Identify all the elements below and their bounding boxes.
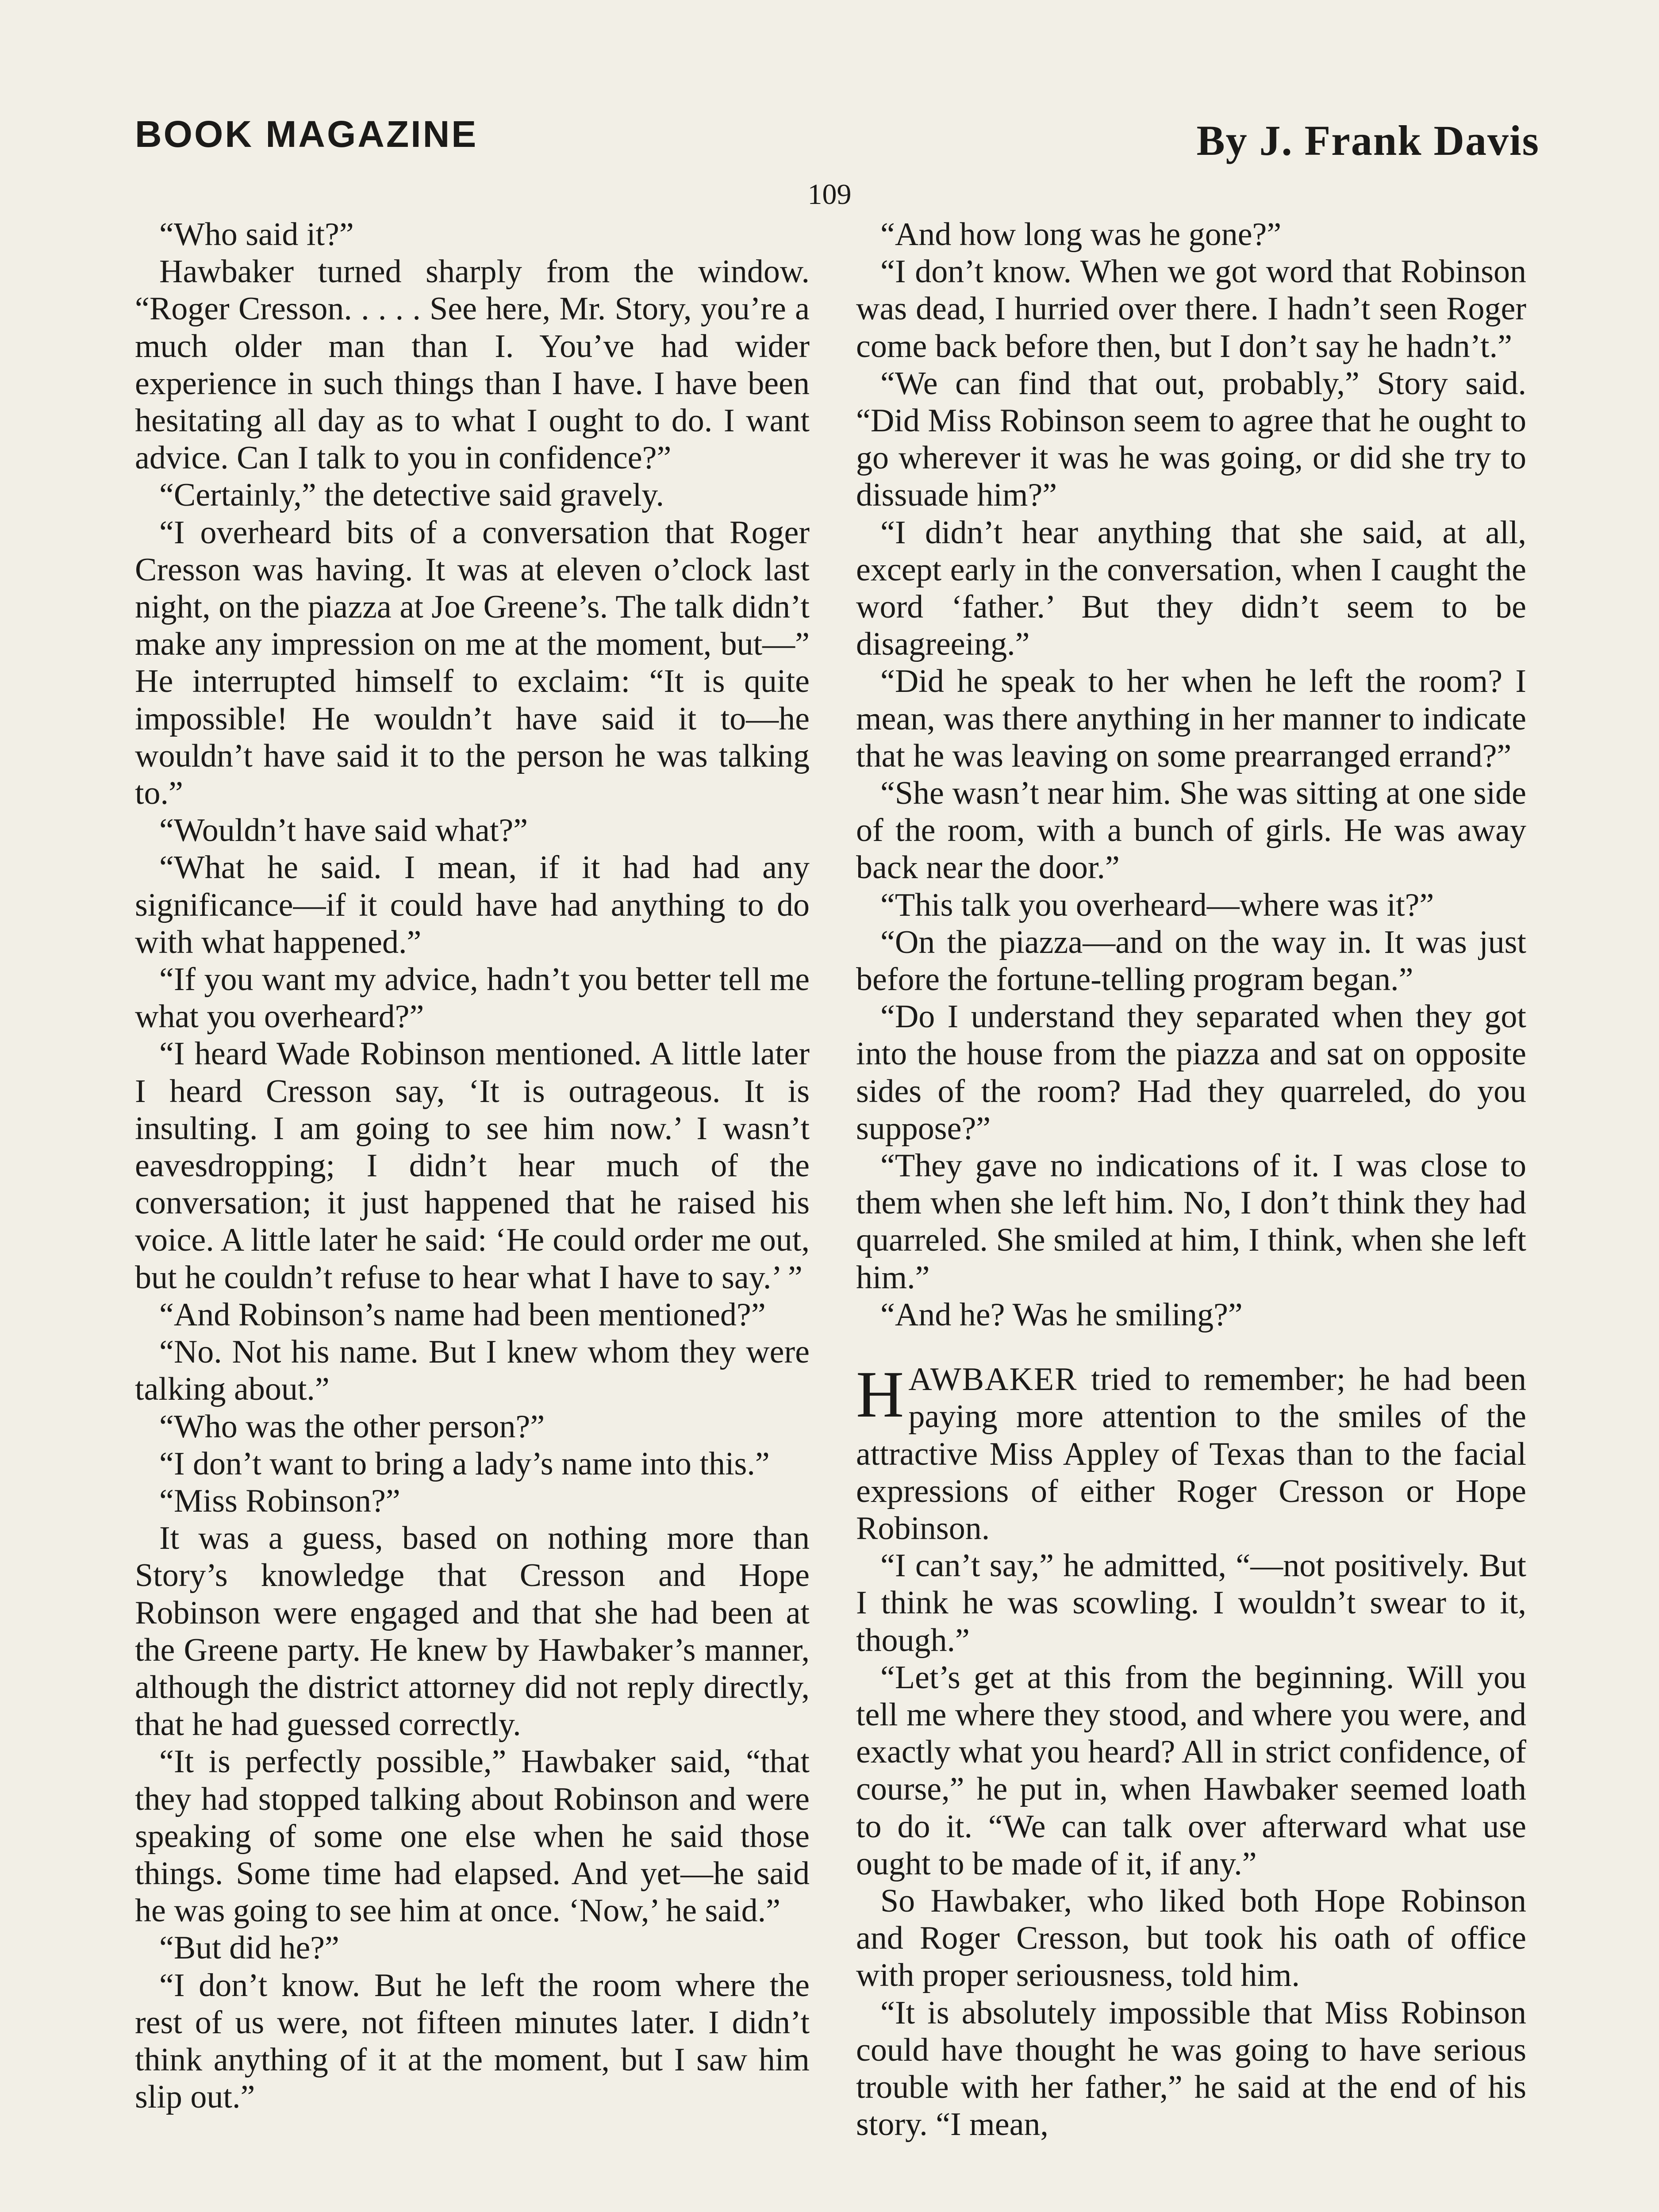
paragraph: “Wouldn’t have said what?”	[159, 812, 528, 849]
paragraph: “I don’t know. But he left the room where the rest of us were, not fifteen minutes later. I didn’t think anything of it at the moment, but I saw him slip out.”	[135, 1967, 810, 2116]
paragraph: “We can find that out, probably,” Story said. “Did Miss Robinson seem to agree that he ought to go wherever it was he was going, or did she try to dissuade him?”	[856, 365, 1526, 514]
paragraph: “It is perfectly possible,” Hawbaker said, “that they had stopped talking about Robinson and were speaking of some one else when he said those things. Some time had elapsed. And yet—he said he was going to see him at once. ‘Now,’ he said.”	[135, 1743, 810, 1929]
paragraph: “Let’s get at this from the beginning. Will you tell me where they stood, and where you were, and exactly what you heard? All in strict confidence, of course,” he put in, when Hawbaker seemed loath to do it. “We can talk over afterward what use ought to be made of it, if any.”	[856, 1659, 1526, 1882]
left-column	[135, 216, 810, 2116]
paragraph: “This talk you overheard—where was it?”	[880, 887, 1434, 923]
paragraph: “I didn’t hear anything that she said, at all, except early in the conversation, when I caught the word ‘father.’ But they didn’t seem to be disagreeing.”	[856, 514, 1526, 663]
small-caps-lead: AWBAKER	[908, 1361, 1078, 1398]
drop-cap: H	[856, 1358, 904, 1432]
paragraph: “And he? Was he smiling?”	[880, 1296, 1243, 1333]
magazine-title: BOOK MAGAZINE	[135, 113, 478, 155]
paragraph: “Certainly,” the detective said gravely.	[159, 477, 664, 514]
paragraph: “I overheard bits of a conversation that Roger Cresson was having. It was at eleven o’clock last night, on the piazza at Joe Greene’s. The talk didn’t make any impression on me at the moment, but—” He interrupted himself to exclaim: “It is quite impossible! He wouldn’t have said it to—he wouldn’t have said it to the person he was talking to.”	[135, 514, 810, 812]
paragraph: “Do I understand they separated when they got into the house from the piazza and sat on opposite sides of the room? Had they quarreled, do you suppose?”	[856, 998, 1526, 1147]
dropcap-paragraph	[856, 1358, 1526, 1547]
paragraph: “I can’t say,” he admitted, “—not positively. But I think he was scowling. I wouldn’t swear to it, though.”	[856, 1548, 1526, 1659]
paragraph: “They gave no indications of it. I was close to them when she left him. No, I don’t think they had quarreled. She smiled at him, I think, when she left him.”	[856, 1148, 1526, 1296]
paragraph: “And Robinson’s name had been mentioned?”	[159, 1296, 766, 1333]
paragraph: “She wasn’t near him. She was sitting at one side of the room, with a bunch of girls. He was away back near the door.”	[856, 775, 1526, 886]
paragraph: “Miss Robinson?”	[159, 1482, 400, 1519]
dropcap-paragraph-text: tried to remember; he had been paying more attention to the smiles of the attractive Miss Appley of Texas than to the facial expressions of either Roger Cresson or Hope Robinson.	[856, 1361, 1526, 1547]
paragraph: “What he said. I mean, if it had had any significance—if it could have had anything to do with what happened.”	[135, 849, 810, 960]
paragraph: Hawbaker turned sharply from the window. “Roger Cresson. . . . . See here, Mr. Story, you’re a much older man than I. You’ve had wider experience in such things than I have. I have been hesitating all day as to what I ought to do. I want advice. Can I talk to you in confidence?”	[135, 253, 810, 476]
author-byline: By J. Frank Davis	[1196, 117, 1540, 164]
page-number: 109	[807, 178, 852, 211]
paragraph: “I don’t know. When we got word that Robinson was dead, I hurried over there. I hadn’t seen Roger come back before then, but I don’t say he hadn’t.”	[856, 253, 1526, 365]
paragraph: “And how long was he gone?”	[880, 216, 1282, 253]
paragraph: “On the piazza—and on the way in. It was just before the fortune-telling program began.”	[856, 924, 1526, 998]
paragraph: “I heard Wade Robinson mentioned. A little later I heard Cresson say, ‘It is outrageous. It is insulting. I am going to see him now.’ I wasn’t eavesdropping; I didn’t hear much of the conversation; it just happened that he raised his voice. A little later he said: ‘He could order me out, but he couldn’t refuse to hear what I have to say.’ ”	[135, 1036, 810, 1296]
paragraph: “Who said it?”	[159, 216, 354, 253]
paragraph: “I don’t want to bring a lady’s name into this.”	[159, 1445, 770, 1482]
paragraph: “If you want my advice, hadn’t you better tell me what you overheard?”	[135, 961, 810, 1035]
paragraph: “It is absolutely impossible that Miss Robinson could have thought he was going to have serious trouble with her father,” he said at the end of his story. “I mean,	[856, 1994, 1526, 2143]
right-column	[856, 216, 1526, 2143]
paragraph: “But did he?”	[159, 1930, 339, 1966]
paragraph: “Did he speak to her when he left the room? I mean, was there anything in her manner to indicate that he was leaving on some prearranged errand?”	[856, 663, 1526, 774]
paragraph: So Hawbaker, who liked both Hope Robinson and Roger Cresson, but took his oath of office with proper seriousness, told him.	[856, 1882, 1526, 1994]
paragraph: It was a guess, based on nothing more than Story’s knowledge that Cresson and Hope Robinson were engaged and that she had been at the Greene party. He knew by Hawbaker’s manner, although the district attorney did not reply directly, that he had guessed correctly.	[135, 1520, 810, 1743]
paragraph: “Who was the other person?”	[159, 1408, 545, 1445]
paragraph: “No. Not his name. But I knew whom they were talking about.”	[135, 1334, 810, 1408]
